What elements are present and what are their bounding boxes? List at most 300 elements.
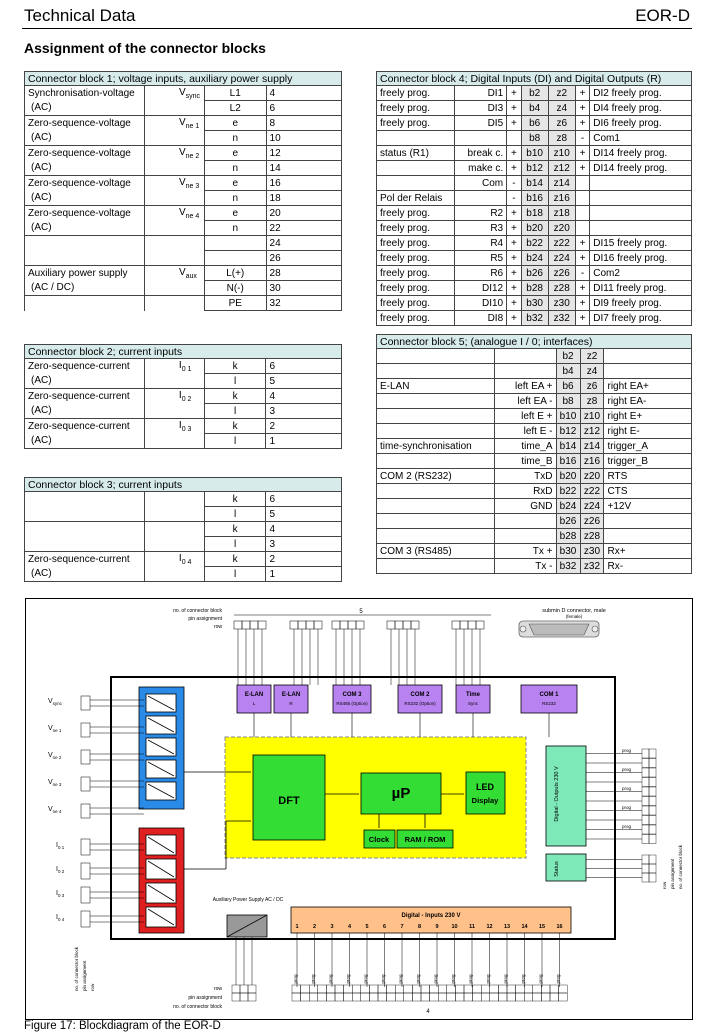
left-input-labels (48, 696, 144, 927)
b-pin-cell: b10 (521, 146, 548, 161)
left-function-cell: freely prog. (377, 86, 455, 101)
digital-input-number: 13 (503, 924, 511, 930)
right-pin-cell (649, 835, 656, 844)
submin-label: submin D connector, male (542, 608, 606, 614)
b-pin-cell: b22 (556, 484, 580, 499)
symbol-cell (144, 492, 204, 507)
bottom-pin-cell (541, 993, 550, 1001)
description-cell (25, 492, 145, 507)
b-pin-cell: b12 (521, 161, 548, 176)
symbol-cell (144, 567, 204, 582)
pin-cell: 5 (266, 374, 342, 389)
bottom-left-pin-label: pin assignment (82, 960, 87, 991)
table-row (377, 469, 692, 484)
symbol-subscript: 0 4 (181, 558, 192, 566)
table-row (25, 522, 342, 537)
right-pin-cell (649, 759, 656, 768)
table-row (377, 379, 692, 394)
current-input-subscript: 0 4 (57, 917, 65, 922)
bottom-pin-cell (335, 993, 344, 1001)
terminal-cell: n (204, 161, 266, 176)
symbol-cell (144, 116, 204, 131)
table-row (25, 281, 342, 296)
table-row (377, 251, 692, 266)
z-pin-cell: z16 (548, 191, 575, 206)
table-row (377, 191, 692, 206)
bottom-pin-cell (550, 985, 559, 993)
symbol-letter: I (178, 389, 182, 401)
symbol-cell (144, 266, 204, 281)
right-pin-cell (649, 778, 656, 787)
right-function-cell: DI15 freely prog. (590, 236, 692, 251)
top-pin-cell (250, 621, 258, 629)
table-row (377, 86, 692, 101)
bottom-pin-cell (447, 993, 456, 1001)
right-polarity-cell (575, 221, 589, 236)
right-pin-cell (649, 864, 656, 873)
b-pin-cell: b2 (556, 349, 580, 364)
b-pin-cell: b32 (521, 311, 548, 326)
bottom-block-label: no. of connector block (173, 1004, 222, 1010)
status-block (546, 854, 586, 881)
input-pin-cell (81, 750, 90, 764)
bottom-pin-cell (387, 993, 396, 1001)
description-cell: Zero-sequence-voltage (25, 116, 145, 131)
right-pin-cell (649, 749, 656, 758)
bottom-pin-cell (387, 985, 396, 993)
symbol-cell (144, 552, 204, 567)
left-signal-cell (455, 191, 507, 206)
status-label: Status (554, 861, 560, 877)
right-pin-cell (642, 749, 649, 758)
symbol-subscript: ne 1 (185, 122, 200, 130)
interface-box (456, 685, 490, 713)
symbol-letter: V (178, 176, 186, 188)
left-polarity-cell: + (507, 236, 521, 251)
left-signal-cell: Tx + (494, 544, 556, 559)
top-pin-cell (468, 621, 476, 629)
description-cell: Zero-sequence-voltage (25, 146, 145, 161)
cb2-caption: Connector block 2; current inputs (25, 345, 342, 359)
right-signal-cell: CTS (604, 484, 692, 499)
description-cell: (AC) (25, 404, 145, 419)
b-pin-cell: b24 (521, 251, 548, 266)
bottom-pin-cell (533, 993, 542, 1001)
section-title: Assignment of the connector blocks (24, 40, 266, 56)
input-pin-cell (81, 863, 90, 879)
left-signal-cell: DI8 (455, 311, 507, 326)
function-cell (377, 364, 495, 379)
bottom-pin-cell (421, 985, 430, 993)
current-input-subscript: 0 1 (57, 845, 65, 850)
interface-box (237, 685, 271, 713)
prog-label: prog (450, 974, 456, 984)
function-cell (377, 424, 495, 439)
prog-label: prog (622, 786, 632, 791)
left-signal-cell: time_B (494, 454, 556, 469)
z-pin-cell: z14 (580, 439, 604, 454)
symbol-cell (144, 221, 204, 236)
bottom-pin-cell (369, 993, 378, 1001)
aux-pin-cell (240, 993, 248, 1001)
top-pin-cell (340, 621, 348, 629)
right-pin-cell (649, 806, 656, 815)
bottom-pin-cell (344, 985, 353, 993)
z-pin-cell: z24 (548, 251, 575, 266)
left-signal-cell (494, 514, 556, 529)
b-pin-cell: b30 (556, 544, 580, 559)
b-pin-cell: b8 (521, 131, 548, 146)
right-function-cell: DI14 freely prog. (590, 146, 692, 161)
prog-label: prog (538, 974, 543, 984)
z-pin-cell: z12 (548, 161, 575, 176)
symbol-letter: I (178, 552, 182, 564)
terminal-cell: n (204, 221, 266, 236)
prog-label: prog (345, 974, 351, 984)
left-function-cell: freely prog. (377, 236, 455, 251)
description-cell: Zero-sequence-voltage (25, 206, 145, 221)
right-function-cell: DI6 freely prog. (590, 116, 692, 131)
bottom-pin-cell (541, 985, 550, 993)
prog-label: prog (555, 974, 561, 984)
top-pin-cell (258, 621, 266, 629)
bottom-left-row-label: row (90, 983, 95, 991)
voltage-input-symbol: $V_{ne 1}$ (48, 725, 62, 733)
pin-cell: 3 (266, 537, 342, 552)
symbol-cell (144, 359, 204, 374)
b-pin-cell: b20 (556, 469, 580, 484)
symbol-letter: I (178, 419, 182, 431)
b-pin-cell: b16 (556, 454, 580, 469)
digital-input-number: 10 (451, 924, 458, 930)
bottom-pin-cell (395, 993, 404, 1001)
left-signal-cell: Tx - (494, 559, 556, 574)
pin-cell: 6 (266, 359, 342, 374)
top-pin-cell (403, 621, 411, 629)
top-pin-cell (290, 621, 298, 629)
symbol-letter: V (178, 86, 186, 98)
b-pin-cell: b18 (521, 206, 548, 221)
table-row (25, 161, 342, 176)
top-pin-cell (411, 621, 419, 629)
left-signal-cell: break c. (455, 146, 507, 161)
top-pin-cell (395, 621, 403, 629)
digital-input-number: 1 (295, 924, 299, 930)
description-cell: Zero-sequence-current (25, 552, 145, 567)
right-pin-cell (642, 855, 649, 864)
function-cell (377, 514, 495, 529)
symbol-cell (144, 404, 204, 419)
top-pin-cell (452, 621, 460, 629)
interface-box (274, 685, 308, 713)
left-polarity-cell: + (507, 206, 521, 221)
left-function-cell: Pol der Relais (377, 191, 455, 206)
display-label: Display (471, 796, 499, 805)
pin-cell: 1 (266, 567, 342, 582)
symbol-letter: V (178, 206, 186, 218)
function-cell (377, 484, 495, 499)
description-cell (25, 537, 145, 552)
interface-name: E-LAN (244, 692, 264, 698)
b-pin-cell: b10 (556, 409, 580, 424)
cb4-caption: Connector block 4; Digital Inputs (DI) and Digital Outputs (R) (377, 72, 692, 86)
left-polarity-cell: + (507, 311, 521, 326)
b-pin-cell: b26 (521, 266, 548, 281)
table-row (377, 116, 692, 131)
left-function-cell: freely prog. (377, 266, 455, 281)
bottom-pin-label: pin assignment (188, 995, 222, 1001)
interface-name: Time (466, 692, 480, 698)
left-function-cell (377, 176, 455, 191)
table-row (377, 311, 692, 326)
digital-input-number: 16 (556, 924, 563, 930)
right-block-label: no. of connector block (678, 844, 683, 889)
bottom-pin-cell (550, 993, 559, 1001)
table-row (377, 484, 692, 499)
pin-cell: 14 (266, 161, 341, 176)
aux-pin-cell (232, 993, 240, 1001)
b-pin-cell: b4 (521, 101, 548, 116)
transformer-symbols (146, 694, 176, 927)
z-pin-cell: z22 (548, 236, 575, 251)
voltage-input-subscript: ne 1 (52, 728, 62, 733)
table-row (377, 221, 692, 236)
right-pin-cell (642, 797, 649, 806)
bottom-pin-cell (516, 985, 525, 993)
prog-label: prog (468, 974, 473, 984)
symbol-letter: V (178, 146, 186, 158)
prog-label: prog (363, 974, 368, 984)
right-pin-cells (586, 748, 656, 882)
symbol-cell (144, 434, 204, 449)
bottom-pin-cell (344, 993, 353, 1001)
pin-cell: 2 (266, 419, 342, 434)
bottom-pin-cell (395, 985, 404, 993)
interface-sub: L (252, 701, 256, 706)
z-pin-cell: z26 (580, 514, 604, 529)
terminal-cell: l (204, 434, 266, 449)
left-signal-cell: DI12 (455, 281, 507, 296)
table-row (377, 559, 692, 574)
digital-input-number: 14 (521, 924, 528, 930)
bottom-pin-cell (361, 985, 370, 993)
left-signal-cell: GND (494, 499, 556, 514)
table-row (25, 86, 342, 101)
pin-cell: 2 (266, 552, 342, 567)
page-title: Technical Data (24, 6, 136, 25)
z-pin-cell: z32 (580, 559, 604, 574)
pin-cell: 18 (266, 191, 341, 206)
terminal-cell: k (204, 389, 266, 404)
terminal-cell: e (204, 206, 266, 221)
z-pin-cell: z30 (548, 296, 575, 311)
table-row (25, 389, 342, 404)
terminal-cell: e (204, 176, 266, 191)
symbol-subscript: ne 3 (185, 182, 200, 190)
aux-pin-cell (248, 985, 256, 993)
z-pin-cell: z4 (580, 364, 604, 379)
b-pin-cell: b24 (556, 499, 580, 514)
interface-sub: RS485 (Option) (336, 701, 368, 706)
pin-cell: 10 (266, 131, 341, 146)
bottom-pin-cell (447, 985, 456, 993)
z-pin-cell: z32 (548, 311, 575, 326)
bottom-pin-cell (301, 985, 310, 993)
digital-input-number: 4 (347, 924, 352, 930)
aux-pin-cell (232, 985, 240, 993)
pin-cell: 6 (266, 101, 341, 116)
bottom-pin-cell (412, 993, 421, 1001)
current-input-symbol: $I_{0 4}$ (56, 914, 65, 922)
pin-cell: 4 (266, 86, 341, 101)
current-input-subscript: 0 3 (57, 893, 65, 898)
symbol-subscript: aux (185, 272, 197, 280)
b-pin-cell: b20 (521, 221, 548, 236)
right-polarity-cell: + (575, 281, 589, 296)
z-pin-cell: z28 (580, 529, 604, 544)
right-function-cell: DI4 freely prog. (590, 101, 692, 116)
terminal-cell: n (204, 191, 266, 206)
bottom-pin-cell (361, 993, 370, 1001)
pin-cell: 4 (266, 389, 342, 404)
product-name: EOR-D (635, 6, 690, 25)
bottom-pin-cell (524, 985, 533, 993)
z-pin-cell: z2 (548, 86, 575, 101)
table-row (25, 537, 342, 552)
symbol-cell (144, 146, 204, 161)
interface-boxes (237, 685, 577, 737)
right-pin-label: pin assignment (670, 858, 675, 889)
table-row (25, 101, 342, 116)
interface-name: E-LAN (281, 692, 301, 698)
table-row (25, 434, 342, 449)
table-row (377, 529, 692, 544)
prog-label: prog (380, 974, 386, 984)
left-signal-cell: left EA - (494, 394, 556, 409)
z-pin-cell: z20 (580, 469, 604, 484)
bottom-pin-cell (507, 993, 516, 1001)
left-signal-cell: R6 (455, 266, 507, 281)
right-pin-cell (642, 759, 649, 768)
b-pin-cell: b14 (521, 176, 548, 191)
right-signal-cell: trigger_B (604, 454, 692, 469)
symbol-letter: I (178, 359, 182, 371)
z-pin-cell: z4 (548, 101, 575, 116)
voltage-input-symbol: $V_{ne 4}$ (48, 806, 62, 814)
table-row (377, 364, 692, 379)
left-signal-cell: R3 (455, 221, 507, 236)
z-pin-cell: z2 (580, 349, 604, 364)
left-function-cell: freely prog. (377, 221, 455, 236)
table-row (377, 349, 692, 364)
function-cell: COM 2 (RS232) (377, 469, 495, 484)
left-signal-cell: DI10 (455, 296, 507, 311)
bottom-pin-cell (464, 985, 473, 993)
description-cell: Zero-sequence-current (25, 359, 145, 374)
z-pin-cell: z12 (580, 424, 604, 439)
bottom-pin-cell (498, 985, 507, 993)
right-polarity-cell: + (575, 116, 589, 131)
b-pin-cell: b28 (521, 281, 548, 296)
symbol-subscript: 0 1 (181, 365, 192, 373)
pin-cell: 12 (266, 146, 341, 161)
bottom-pin-cell (516, 993, 525, 1001)
digital-input-numbers (293, 924, 563, 987)
voltage-input-subscript: sync (52, 701, 62, 706)
table-row (377, 266, 692, 281)
z-pin-cell: z24 (580, 499, 604, 514)
table-row (377, 206, 692, 221)
cb3-caption: Connector block 3; current inputs (25, 478, 342, 492)
table-row (377, 236, 692, 251)
top-pin-cells (234, 621, 484, 685)
bottom-pin-cell (369, 985, 378, 993)
left-signal-cell: DI5 (455, 116, 507, 131)
top-pin-cell (314, 621, 322, 629)
top-pin-cell (348, 621, 356, 629)
top-block-label: no. of connector block (173, 608, 222, 614)
prog-label: prog (310, 974, 316, 984)
table-row (377, 424, 692, 439)
table-row (25, 146, 342, 161)
description-cell (25, 296, 145, 311)
z-pin-cell: z28 (548, 281, 575, 296)
b-pin-cell: b8 (556, 394, 580, 409)
right-pin-cell (649, 816, 656, 825)
symbol-cell (144, 537, 204, 552)
bottom-pin-cell (481, 993, 490, 1001)
left-function-cell: freely prog. (377, 311, 455, 326)
right-pin-cell (642, 835, 649, 844)
right-function-cell (590, 206, 692, 221)
terminal-cell: k (204, 359, 266, 374)
bottom-pin-cell (524, 993, 533, 1001)
terminal-cell: N(-) (204, 281, 266, 296)
table-row (377, 394, 692, 409)
top-pin-cell (234, 621, 242, 629)
cb1-caption: Connector block 1; voltage inputs, auxiliary power supply (25, 72, 342, 86)
symbol-cell (144, 281, 204, 296)
left-signal-cell: R4 (455, 236, 507, 251)
symbol-cell (144, 236, 204, 251)
left-signal-cell: R5 (455, 251, 507, 266)
prog-label: prog (433, 974, 438, 984)
description-cell: Zero-sequence-current (25, 419, 145, 434)
terminal-cell: k (204, 552, 266, 567)
bottom-pin-cell (455, 993, 464, 1001)
top-pin-cell (332, 621, 340, 629)
bottom-pin-cell (421, 993, 430, 1001)
voltage-input-subscript: ne 2 (52, 755, 62, 760)
table-row (25, 374, 342, 389)
bottom-pin-cell (404, 985, 413, 993)
left-signal-cell: Com (455, 176, 507, 191)
table-row (377, 409, 692, 424)
right-pin-cell (649, 825, 656, 834)
left-polarity-cell: + (507, 101, 521, 116)
bottom-pin-cell (490, 985, 499, 993)
right-signal-cell: right E- (604, 424, 692, 439)
table-row (25, 131, 342, 146)
led-label: LED (476, 782, 494, 792)
right-signal-cell: right EA+ (604, 379, 692, 394)
prog-label: prog (415, 974, 421, 984)
z-pin-cell: z30 (580, 544, 604, 559)
function-cell (377, 529, 495, 544)
interface-box (521, 685, 577, 713)
description-cell: (AC) (25, 101, 145, 116)
prog-label: prog (622, 824, 632, 829)
